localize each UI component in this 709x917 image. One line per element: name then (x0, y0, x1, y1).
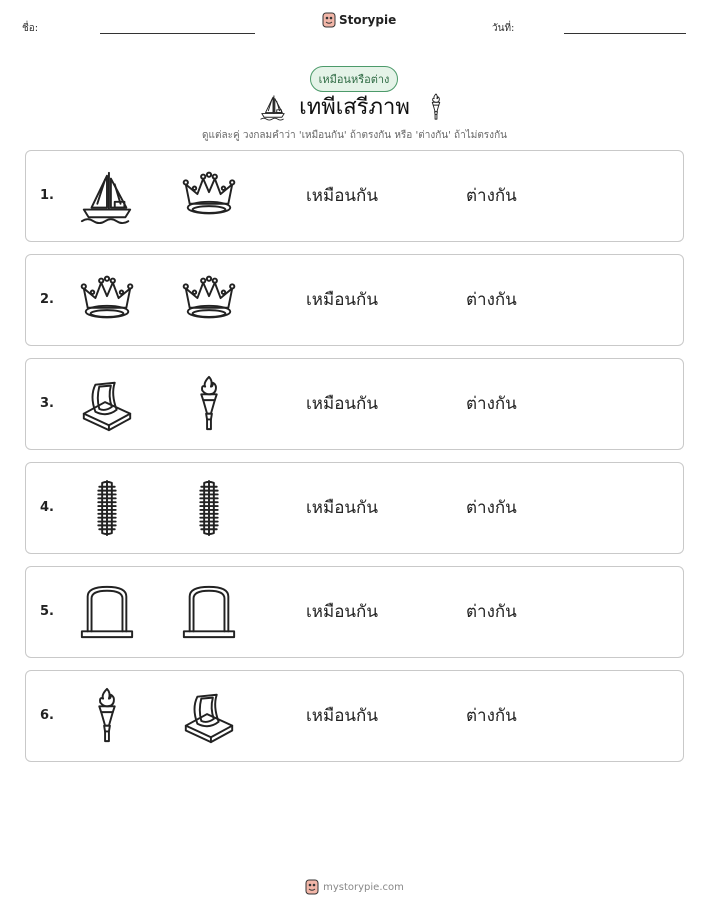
option-different[interactable]: ต่างกัน (466, 394, 517, 414)
torch-icon (180, 375, 238, 433)
date-line[interactable] (564, 33, 686, 34)
tablet-base-icon (78, 375, 136, 433)
torch-icon (78, 687, 136, 745)
footer (0, 879, 709, 895)
option-same[interactable]: เหมือนกัน (306, 602, 378, 622)
question-number: 4. (40, 500, 54, 515)
title-row (0, 89, 709, 124)
question-number: 2. (40, 292, 54, 307)
page-title: เทพีเสรีภาพ (299, 95, 410, 120)
question-number: 6. (40, 708, 54, 723)
spine-icon (180, 479, 238, 537)
option-different[interactable]: ต่างกัน (466, 706, 517, 726)
brand-logo (322, 12, 396, 28)
storypie-mascot-icon (322, 12, 336, 28)
storypie-mascot-icon (305, 879, 319, 895)
crown-icon (78, 271, 136, 329)
option-same[interactable]: เหมือนกัน (306, 498, 378, 518)
footer-site[interactable]: mystorypie.com (323, 881, 404, 893)
question-row-1 (25, 150, 684, 242)
option-different[interactable]: ต่างกัน (466, 602, 517, 622)
question-row-3 (25, 358, 684, 450)
question-number: 1. (40, 188, 54, 203)
crown-icon (180, 167, 238, 225)
tablet-base-icon (180, 687, 238, 745)
option-same[interactable]: เหมือนกัน (306, 706, 378, 726)
date-label: วันที่: (492, 23, 515, 34)
sailboat-icon (259, 93, 287, 121)
tombstone-icon (180, 583, 238, 641)
spine-icon (78, 479, 136, 537)
option-different[interactable]: ต่างกัน (466, 498, 517, 518)
question-row-5 (25, 566, 684, 658)
tombstone-icon (78, 583, 136, 641)
option-same[interactable]: เหมือนกัน (306, 186, 378, 206)
name-label: ชื่อ: (22, 23, 39, 34)
crown-icon (180, 271, 238, 329)
option-same[interactable]: เหมือนกัน (306, 290, 378, 310)
question-number: 3. (40, 396, 54, 411)
option-different[interactable]: ต่างกัน (466, 290, 517, 310)
worksheet-type-badge: เหมือนหรือต่าง (310, 66, 398, 92)
brand-name: Storypie (339, 13, 397, 27)
question-row-6 (25, 670, 684, 762)
option-same[interactable]: เหมือนกัน (306, 394, 378, 414)
instructions: ดูแต่ละคู่ วงกลมคำว่า 'เหมือนกัน' ถ้าตรงกัน หรือ 'ต่างกัน' ถ้าไม่ตรงกัน (202, 130, 507, 141)
name-line[interactable] (100, 33, 255, 34)
question-row-2 (25, 254, 684, 346)
question-row-4 (25, 462, 684, 554)
option-different[interactable]: ต่างกัน (466, 186, 517, 206)
sailboat-icon (78, 167, 136, 225)
torch-icon (422, 93, 450, 121)
question-number: 5. (40, 604, 54, 619)
